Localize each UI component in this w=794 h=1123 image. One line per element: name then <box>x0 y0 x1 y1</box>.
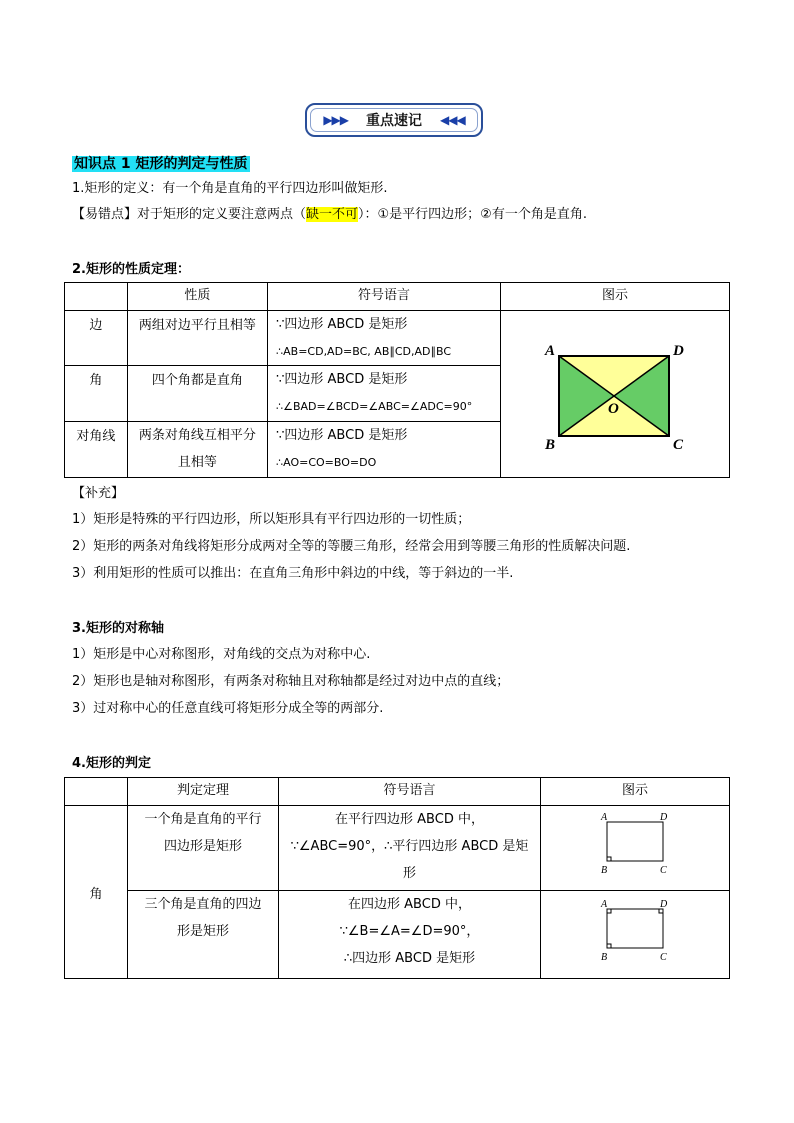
figure-cell <box>541 806 730 891</box>
symmetry-item: 2）矩形也是轴对称图形，有两条对称轴且对称轴都是经过对边中点的直线； <box>72 674 510 689</box>
rectangle-figure-cell <box>501 311 730 478</box>
property-cell: 两组对边平行且相等 <box>127 311 267 366</box>
table-header: 判定定理 <box>128 778 279 806</box>
right-arrows-icon: ▶▶▶ <box>323 113 348 127</box>
symmetry-item: 1）矩形是中心对称图形，对角线的交点为对称中心. <box>72 647 371 662</box>
theorem-cell: 三个角是直角的四边 形是矩形 <box>128 891 279 979</box>
definition-line: 1.矩形的定义：有一个角是直角的平行四边形叫做矩形. <box>72 181 388 196</box>
left-arrows-icon: ◀◀◀ <box>440 113 465 127</box>
row-label: 角 <box>65 806 128 979</box>
table-header: 图示 <box>501 283 730 311</box>
table-header: 符号语言 <box>279 778 541 806</box>
row-label: 角 <box>65 366 128 421</box>
figure-cell <box>541 891 730 979</box>
section3-heading: 3.矩形的对称轴 <box>72 621 164 636</box>
supplement-title: 【补充】 <box>72 486 125 501</box>
table-header <box>65 283 128 311</box>
table-header: 符号语言 <box>268 283 501 311</box>
property-cell: 两条对角线互相平分 且相等 <box>127 421 267 477</box>
label-D: D <box>660 898 668 910</box>
banner-title: 重点速记 <box>366 113 422 129</box>
label-C: C <box>660 951 667 963</box>
label-C: C <box>673 437 684 453</box>
row-label: 边 <box>65 311 128 366</box>
symbol-cell: ∵四边形 ABCD 是矩形 ∴AO=CO=BO=DO <box>268 421 501 477</box>
pitfall-highlight: 缺一不可 <box>306 207 359 222</box>
supplement-item: 3）利用矩形的性质可以推出：在直角三角形中斜边的中线，等于斜边的一半. <box>72 566 514 581</box>
section4-heading: 4.矩形的判定 <box>72 756 151 771</box>
label-A: A <box>545 343 556 359</box>
label-B: B <box>545 437 556 453</box>
label-D: D <box>660 812 668 823</box>
section1-heading: 知识点 1 矩形的判定与性质 <box>74 156 248 172</box>
symbol-cell: ∵四边形 ABCD 是矩形 ∴AB=CD,AD=BC, AB∥CD,AD∥BC <box>268 311 501 366</box>
label-D: D <box>673 343 684 359</box>
rectangle-one-right-angle-figure <box>541 808 729 888</box>
label-B: B <box>601 951 608 963</box>
section-banner <box>305 103 483 137</box>
pitfall-line: 【易错点】对于矩形的定义要注意两点（缺一不可）：①是平行四边形；②有一个角是直角. <box>72 207 587 222</box>
table-header: 图示 <box>541 778 730 806</box>
row-label: 对角线 <box>65 421 128 477</box>
supplement-item: 1）矩形是特殊的平行四边形，所以矩形具有平行四边形的一切性质； <box>72 512 471 527</box>
symbol-cell: 在四边形 ABCD 中， ∵∠B=∠A=∠D=90°， ∴四边形 ABCD 是矩形 <box>279 891 541 979</box>
theorem-cell: 一个角是直角的平行 四边形是矩形 <box>128 806 279 891</box>
symbol-cell: 在平行四边形 ABCD 中， ∵∠ABC=90°，∴平行四边形 ABCD 是矩 形 <box>279 806 541 891</box>
symbol-cell: ∵四边形 ABCD 是矩形 ∴∠BAD=∠BCD=∠ABC=∠ADC=90° <box>268 366 501 421</box>
symmetry-item: 3）过对称中心的任意直线可将矩形分成全等的两部分. <box>72 701 384 716</box>
label-B: B <box>601 865 608 876</box>
table-header <box>65 778 128 806</box>
table-header: 性质 <box>127 283 267 311</box>
label-A: A <box>601 898 608 910</box>
supplement-item: 2）矩形的两条对角线将矩形分成两对全等的等腰三角形，经常会用到等腰三角形的性质解决问题. <box>72 539 631 554</box>
rectangle-diagonals-figure <box>501 311 729 477</box>
property-cell: 四个角都是直角 <box>127 366 267 421</box>
label-C: C <box>660 865 667 876</box>
rectangle-three-right-angles-figure <box>541 895 729 975</box>
properties-table <box>64 282 730 478</box>
section2-heading: 2.矩形的性质定理： <box>72 262 190 277</box>
label-A: A <box>601 812 608 823</box>
criteria-table <box>64 777 730 979</box>
label-O: O <box>608 401 619 417</box>
